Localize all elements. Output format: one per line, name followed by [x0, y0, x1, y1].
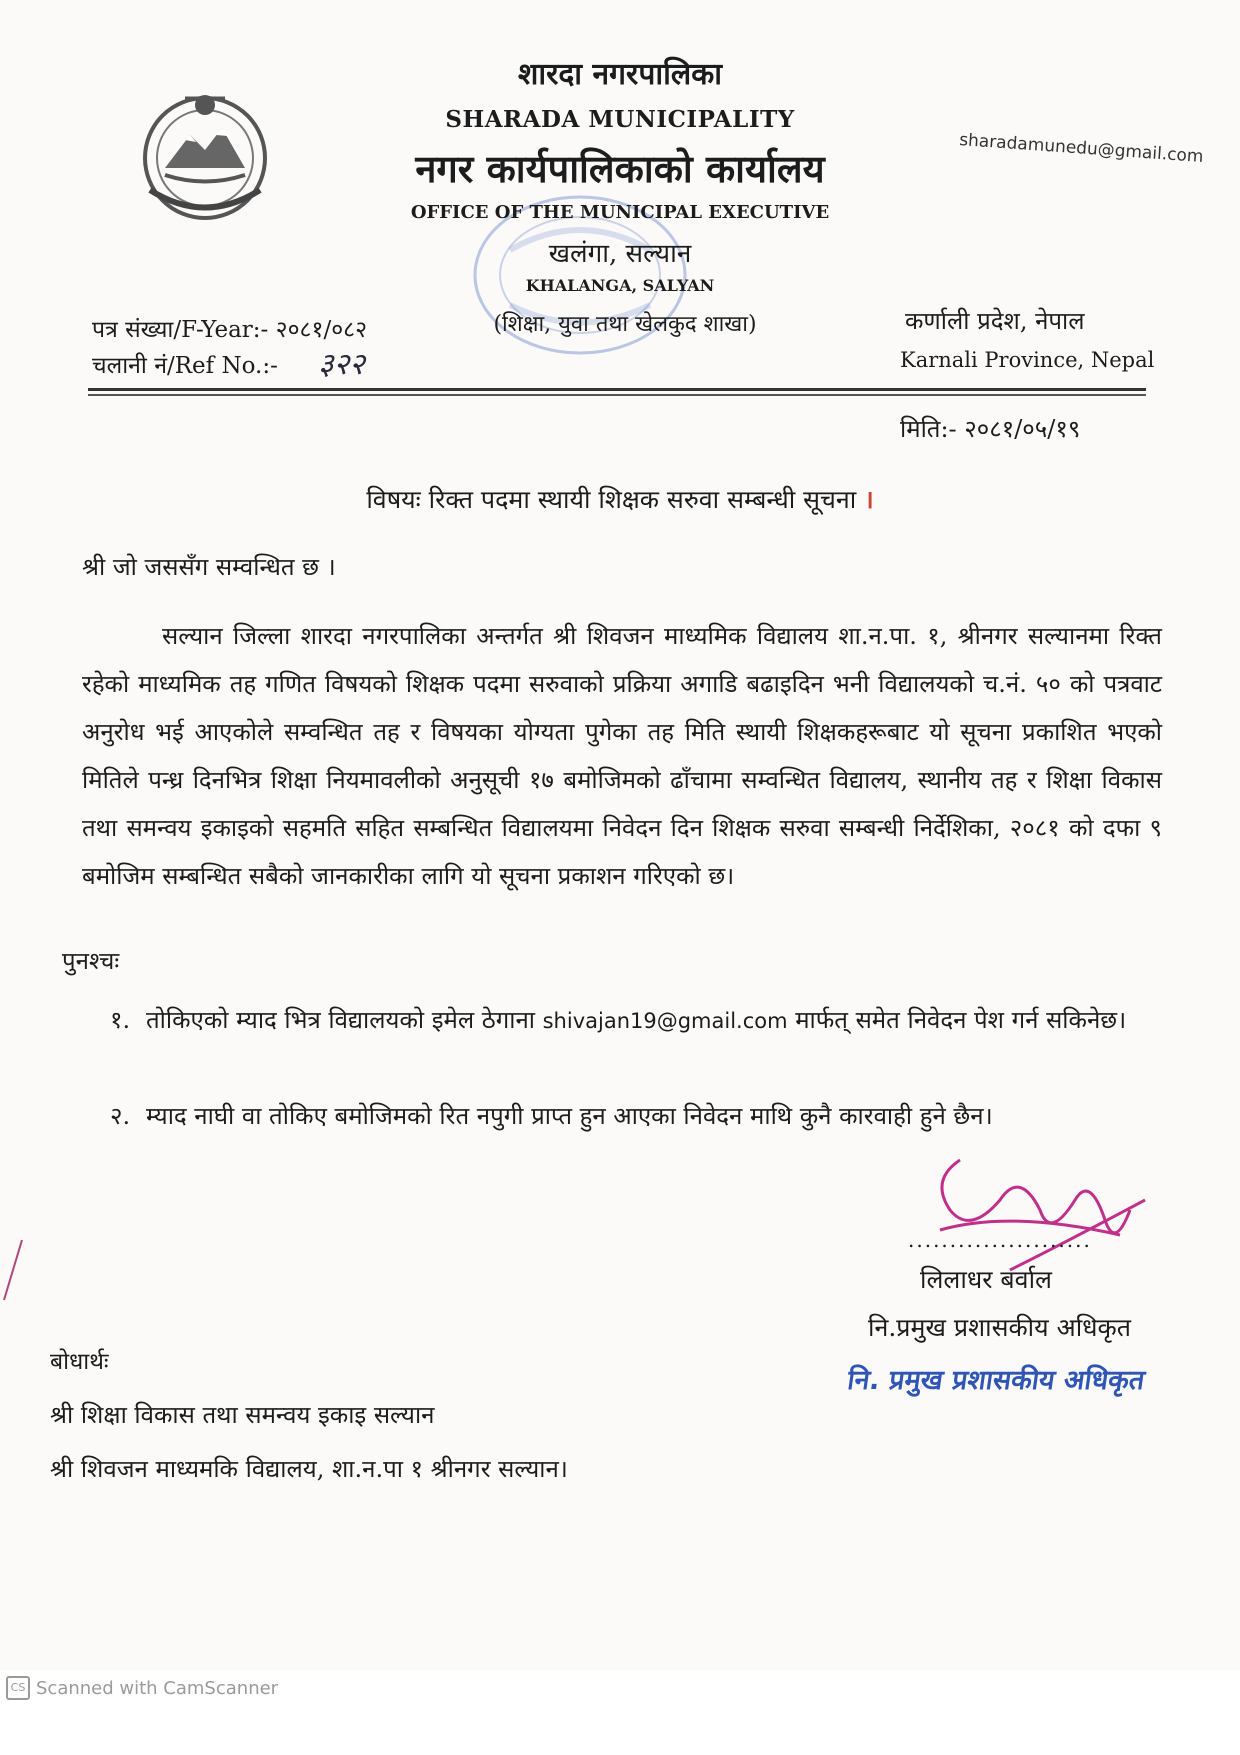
letter-subject	[300, 482, 940, 516]
reference-number-value: ३२२	[318, 347, 365, 382]
province-nepali: कर्णाली प्रदेश, नेपाल	[905, 307, 1085, 335]
office-name-nepali: नगर कार्यपालिकाको कार्यालय	[415, 146, 825, 191]
designation-stamp: नि. प्रमुख प्रशासकीय अधिकृत	[845, 1365, 1147, 1396]
header-divider	[88, 388, 1146, 391]
salutation: श्री जो जससँग सम्वन्धित छ ।	[82, 553, 336, 581]
item-text: म्याद नाघी वा तोकिए बमोजिमको रित नपुगी प्राप्त हुन आएका निवेदन माथि कुनै कारवाही हुने छैन।	[146, 1102, 993, 1130]
item-text-post: मार्फत् समेत निवेदन पेश गर्न सकिनेछ।	[787, 1006, 1127, 1034]
address-nepali: खलंगा, सल्यान	[548, 239, 692, 269]
fiscal-year-label: पत्र संख्या/F-Year:- २०८१/०८२	[92, 317, 368, 343]
office-name-english: OFFICE OF THE MUNICIPAL EXECUTIVE	[410, 202, 830, 223]
camscanner-text: Scanned with CamScanner	[36, 1677, 279, 1699]
signatory-title: नि.प्रमुख प्रशासकीय अधिकृत	[868, 1313, 1131, 1342]
address-english: KHALANGA, SALYAN	[525, 276, 715, 295]
school-email: shivajan19@gmail.com	[542, 1009, 788, 1033]
municipality-name-english: SHARADA MUNICIPALITY	[445, 106, 795, 133]
signature-line: ......................	[908, 1228, 1092, 1252]
stray-pen-mark	[0, 1235, 30, 1305]
subject-text: विषयः रिक्त पदमा स्थायी शिक्षक सरुवा सम्बन्धी सूचना	[366, 485, 857, 514]
camscanner-icon: CS	[6, 1676, 30, 1700]
item-number: १.	[110, 1006, 131, 1034]
item-text-pre: तोकिएको म्याद भित्र विद्यालयको इमेल ठेगाना	[146, 1006, 543, 1034]
subject-end-mark: ।	[864, 485, 874, 514]
branch-name: (शिक्षा, युवा तथा खेलकुद शाखा)	[493, 312, 757, 337]
cc-recipient-1: श्री शिक्षा विकास तथा समन्वय इकाइ सल्यान	[50, 1401, 435, 1429]
province-english: Karnali Province, Nepal	[900, 348, 1155, 372]
cc-recipient-2: श्री शिवजन माध्यमकि विद्यालय, शा.न.पा १ श्रीनगर सल्यान।	[50, 1455, 568, 1483]
body-paragraph: सल्यान जिल्ला शारदा नगरपालिका अन्तर्गत श्री शिवजन माध्यमिक विद्यालय शा.न.पा. १, श्रीनगर सल्यानमा रिक्त रहेको माध्यमिक तह गणित विषयको शिक्षक पदमा सरुवाको प्रक्रिया अगाडि बढाइदिन भनी विद्यालयको च.नं. ५० को पत्रवाट अनुरोध भई आएकोले सम्वन्धित तह र विषयका योग्यता पुगेका तह मिति स्थायी शिक्षकहरूबाट यो सूचना प्रकाशित भएको मितिले पन्ध्र दिनभित्र शिक्षा नियमावलीको अनुसूची १७ बमोजिमको ढाँचामा सम्वन्धित विद्यालय, स्थानीय तह र शिक्षा विकास तथा समन्वय इकाइको सहमति सहित सम्बन्धित विद्यालयमा निवेदन दिन शिक्षक सरुवा सम्बन्धी निर्देशिका, २०८१ को दफा ९ बमोजिम सम्बन्धित सबैको जानकारीका लागि यो सूचना प्रकाशन गरिएको छ।	[82, 622, 1162, 890]
postscript-item-2	[110, 1094, 1160, 1138]
camscanner-watermark	[6, 1676, 278, 1700]
office-email: sharadamunedu@gmail.com	[958, 130, 1205, 168]
signatory-name: लिलाधर बर्वाल	[920, 1265, 1052, 1294]
cc-heading: बोधार्थः	[50, 1349, 109, 1375]
postscript-heading: पुनश्चः	[62, 947, 120, 975]
letter-date: मिति:- २०८१/०५/१९	[900, 415, 1081, 443]
postscript-item-1	[110, 998, 1160, 1043]
item-number: २.	[110, 1102, 131, 1130]
government-emblem-icon	[130, 80, 280, 230]
municipality-name-nepali: शारदा नगरपालिका	[517, 57, 723, 92]
header-divider-secondary	[88, 394, 1146, 396]
reference-number-label: चलानी नं/Ref No.:-	[92, 353, 278, 379]
